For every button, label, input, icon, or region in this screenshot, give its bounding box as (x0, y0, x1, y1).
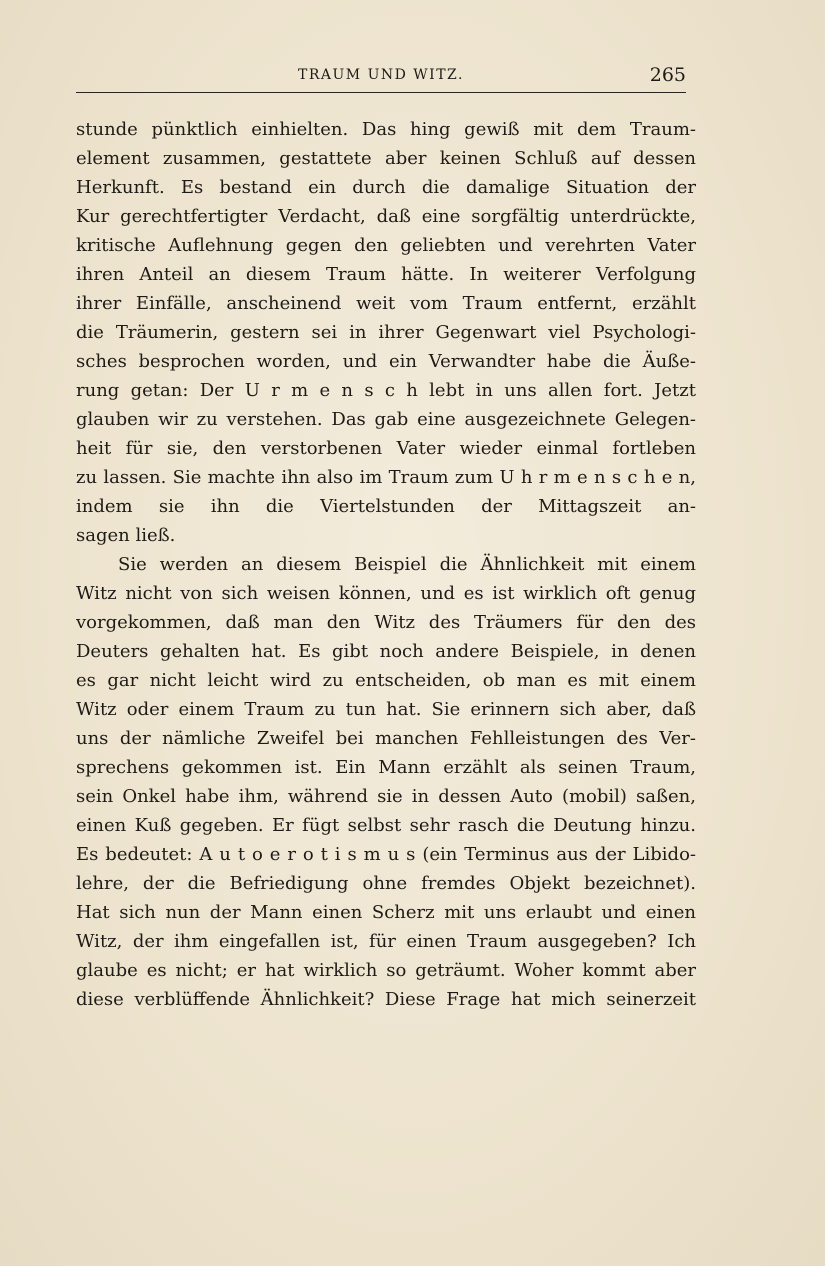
text-line: sprechens gekommen ist. Ein Mann erzählt als seinen Traum, (76, 757, 696, 778)
text-line: indem sie ihn die Viertelstunden der Mittagszeit an- (76, 496, 696, 517)
text-line: ihrer Einfälle, anscheinend weit vom Traum entfernt, erzählt (76, 293, 696, 314)
text-line: Witz oder einem Traum zu tun hat. Sie erinnern sich aber, daß (76, 699, 696, 720)
text-line: Hat sich nun der Mann einen Scherz mit uns erlaubt und einen (76, 902, 696, 923)
text-line: sagen ließ. (76, 525, 176, 546)
paragraph-first-line: Sie werden an diesem Beispiel die Ähnlichkeit mit einem (118, 554, 696, 575)
text-line: sein Onkel habe ihm, während sie in dessen Auto (mobil) saßen, (76, 786, 696, 807)
text-line: kritische Auflehnung gegen den geliebten und verehrten Vater (76, 235, 696, 256)
text-line: vorgekommen, daß man den Witz des Träumers für den des (76, 612, 696, 633)
text-line: Witz, der ihm eingefallen ist, für einen Traum ausgegeben? Ich (76, 931, 696, 952)
text-line: element zusammen, gestattete aber keinen Schluß auf dessen (76, 148, 696, 169)
text-line: zu lassen. Sie machte ihn also im Traum zum U h r m e n s c h e n, (76, 467, 696, 488)
text-line: ihren Anteil an diesem Traum hätte. In weiterer Verfolgung (76, 264, 696, 285)
text-line: einen Kuß gegeben. Er fügt selbst sehr rasch die Deutung hinzu. (76, 815, 696, 836)
text-line: Kur gerechtfertigter Verdacht, daß eine sorgfältig unterdrückte, (76, 206, 696, 227)
text-line: es gar nicht leicht wird zu entscheiden, ob man es mit einem (76, 670, 696, 691)
text-line: Herkunft. Es bestand ein durch die damalige Situation der (76, 177, 696, 198)
text-line: stunde pünktlich einhielten. Das hing gewiß mit dem Traum- (76, 119, 696, 140)
text-line: die Träumerin, gestern sei in ihrer Gegenwart viel Psychologi- (76, 322, 696, 343)
text-line: lehre, der die Befriedigung ohne fremdes Objekt bezeichnet). (76, 873, 696, 894)
text-line: Witz nicht von sich weisen können, und es ist wirklich oft genug (76, 583, 696, 604)
text-line: Es bedeutet: A u t o e r o t i s m u s (ein Terminus aus der Libido- (76, 844, 696, 865)
text-line: glaube es nicht; er hat wirklich so geträumt. Woher kommt aber (76, 960, 696, 981)
text-line: uns der nämliche Zweifel bei manchen Fehlleistungen des Ver- (76, 728, 696, 749)
text-line: diese verblüffende Ähnlichkeit? Diese Frage hat mich seinerzeit (76, 989, 696, 1010)
text-line: rung getan: Der U r m e n s c h lebt in uns allen fort. Jetzt (76, 380, 696, 401)
text-line: heit für sie, den verstorbenen Vater wieder einmal fortleben (76, 438, 696, 459)
running-header (76, 58, 686, 93)
page-number: 265 (649, 64, 686, 86)
text-line: sches besprochen worden, und ein Verwandter habe die Äuße- (76, 351, 696, 372)
body-text (76, 115, 696, 1014)
text-line: Deuters gehalten hat. Es gibt noch andere Beispiele, in denen (76, 641, 696, 662)
running-title: TRAUM UND WITZ. (298, 67, 464, 83)
text-line: glauben wir zu verstehen. Das gab eine ausgezeichnete Gelegen- (76, 409, 696, 430)
